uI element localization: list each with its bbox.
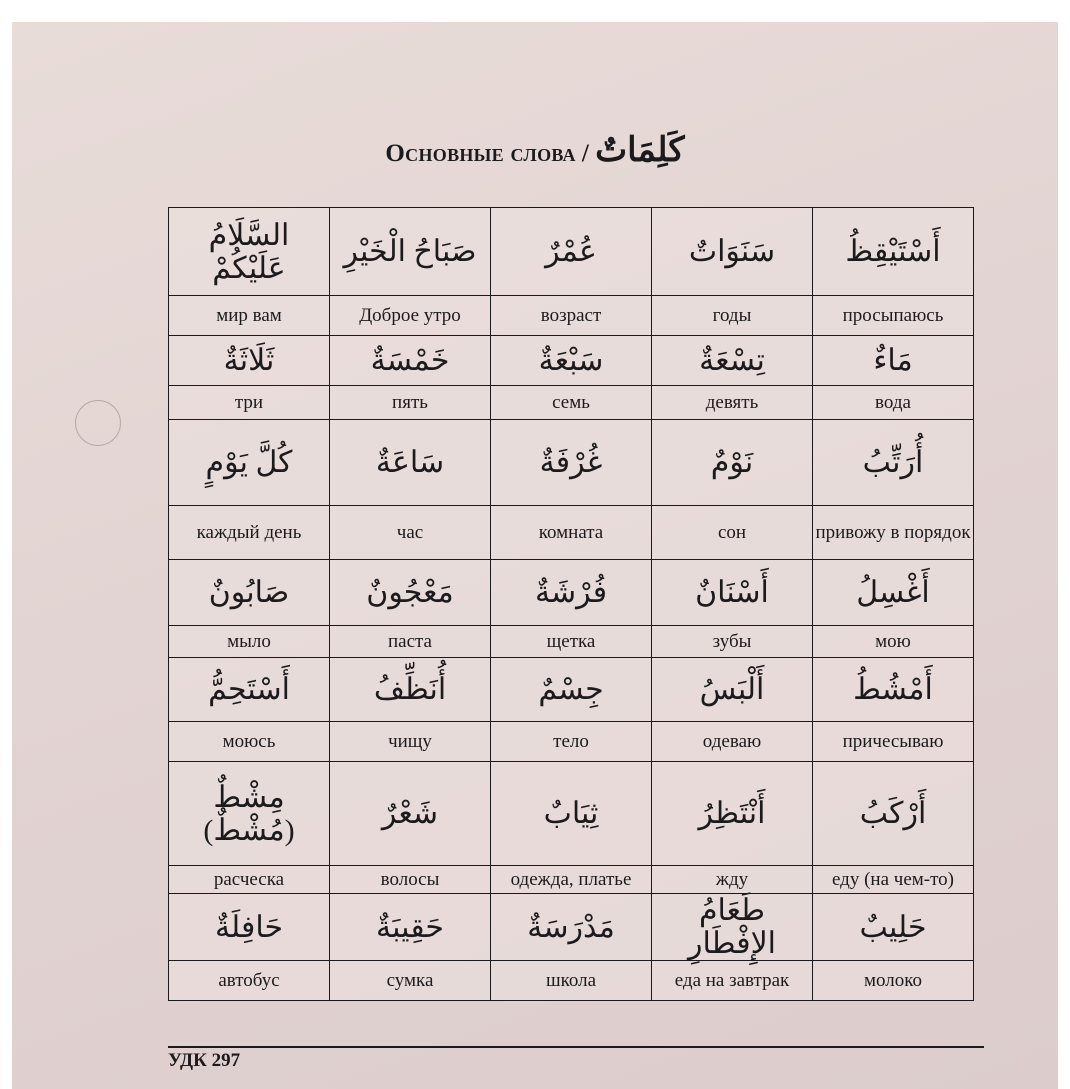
russian-translation: девять	[652, 386, 813, 420]
russian-row	[169, 722, 974, 762]
arabic-word: أَسْتَحِمُّ	[169, 658, 330, 722]
arabic-word: حَافِلَةٌ	[169, 894, 330, 961]
arabic-word: مَعْجُونٌ	[330, 560, 491, 626]
russian-translation: щетка	[491, 626, 652, 658]
arabic-word: أُنَظِّفُ	[330, 658, 491, 722]
russian-translation: Доброе утро	[330, 296, 491, 336]
arabic-word: ثِيَابٌ	[491, 762, 652, 866]
russian-translation: три	[169, 386, 330, 420]
russian-translation: молоко	[813, 961, 974, 1001]
title-arabic: كَلِمَاتٌ	[595, 132, 685, 169]
russian-translation: волосы	[330, 866, 491, 894]
russian-translation: моюсь	[169, 722, 330, 762]
russian-translation: сон	[652, 506, 813, 560]
arabic-word: أَرْكَبُ	[813, 762, 974, 866]
arabic-word: حَلِيبٌ	[813, 894, 974, 961]
arabic-word: غُرْفَةٌ	[491, 420, 652, 506]
arabic-word: صَابُونٌ	[169, 560, 330, 626]
russian-translation: привожу в порядок	[813, 506, 974, 560]
russian-translation: расческа	[169, 866, 330, 894]
arabic-row	[169, 208, 974, 296]
russian-translation: чищу	[330, 722, 491, 762]
arabic-word: طَعَامُ الإِفْطَارِ	[652, 894, 813, 961]
arabic-word: كُلَّ يَوْمٍ	[169, 420, 330, 506]
arabic-word: عُمْرٌ	[491, 208, 652, 296]
russian-translation: одеваю	[652, 722, 813, 762]
arabic-row	[169, 560, 974, 626]
udk-code: УДК 297	[168, 1050, 241, 1071]
russian-translation: одежда, платье	[491, 866, 652, 894]
arabic-word: أَسْتَيْقِظُ	[813, 208, 974, 296]
title-separator: /	[581, 140, 590, 167]
russian-translation: еду (на чем-то)	[813, 866, 974, 894]
arabic-word: فُرْشَةٌ	[491, 560, 652, 626]
russian-translation: вода	[813, 386, 974, 420]
page-title	[0, 130, 1070, 170]
russian-translation: мир вам	[169, 296, 330, 336]
arabic-word: سَاعَةٌ	[330, 420, 491, 506]
russian-translation: причесываю	[813, 722, 974, 762]
arabic-word: سَبْعَةٌ	[491, 336, 652, 386]
russian-row	[169, 506, 974, 560]
title-russian: Основные слова	[385, 140, 576, 167]
arabic-word: أَمْشُطُ	[813, 658, 974, 722]
russian-translation: комната	[491, 506, 652, 560]
arabic-word: صَبَاحُ الْخَيْرِ	[330, 208, 491, 296]
russian-translation: сумка	[330, 961, 491, 1001]
arabic-word: أُرَتِّبُ	[813, 420, 974, 506]
russian-translation: каждый день	[169, 506, 330, 560]
russian-translation: автобус	[169, 961, 330, 1001]
russian-translation: мыло	[169, 626, 330, 658]
arabic-row	[169, 762, 974, 866]
arabic-word: أَلْبَسُ	[652, 658, 813, 722]
arabic-word: مَاءٌ	[813, 336, 974, 386]
russian-translation: семь	[491, 386, 652, 420]
arabic-word: السَّلَامُ عَلَيْكُمْ	[169, 208, 330, 296]
footer-rule	[168, 1046, 984, 1048]
arabic-word: حَقِيبَةٌ	[330, 894, 491, 961]
russian-translation: еда на завтрак	[652, 961, 813, 1001]
russian-row	[169, 626, 974, 658]
arabic-word: شَعْرٌ	[330, 762, 491, 866]
arabic-word: جِسْمٌ	[491, 658, 652, 722]
show-through-circle	[75, 400, 121, 446]
russian-translation: годы	[652, 296, 813, 336]
russian-translation: зубы	[652, 626, 813, 658]
russian-translation: мою	[813, 626, 974, 658]
arabic-row	[169, 420, 974, 506]
russian-translation: школа	[491, 961, 652, 1001]
russian-translation: час	[330, 506, 491, 560]
arabic-row	[169, 336, 974, 386]
arabic-word: مَدْرَسَةٌ	[491, 894, 652, 961]
arabic-row	[169, 894, 974, 961]
russian-row	[169, 961, 974, 1001]
russian-translation: жду	[652, 866, 813, 894]
arabic-word: أَنْتَظِرُ	[652, 762, 813, 866]
arabic-word: أَغْسِلُ	[813, 560, 974, 626]
russian-translation: возраст	[491, 296, 652, 336]
russian-translation: паста	[330, 626, 491, 658]
russian-translation: пять	[330, 386, 491, 420]
arabic-word: خَمْسَةٌ	[330, 336, 491, 386]
arabic-word: نَوْمٌ	[652, 420, 813, 506]
vocabulary-table	[168, 207, 974, 1001]
arabic-word: سَنَوَاتٌ	[652, 208, 813, 296]
arabic-word: تِسْعَةٌ	[652, 336, 813, 386]
russian-row	[169, 296, 974, 336]
arabic-word: ثَلَاثَةٌ	[169, 336, 330, 386]
arabic-row	[169, 658, 974, 722]
russian-translation: тело	[491, 722, 652, 762]
arabic-word: مِشْطٌ (مُشْطٌ)	[169, 762, 330, 866]
russian-row	[169, 386, 974, 420]
russian-translation: просыпаюсь	[813, 296, 974, 336]
russian-row	[169, 866, 974, 894]
arabic-word: أَسْنَانٌ	[652, 560, 813, 626]
